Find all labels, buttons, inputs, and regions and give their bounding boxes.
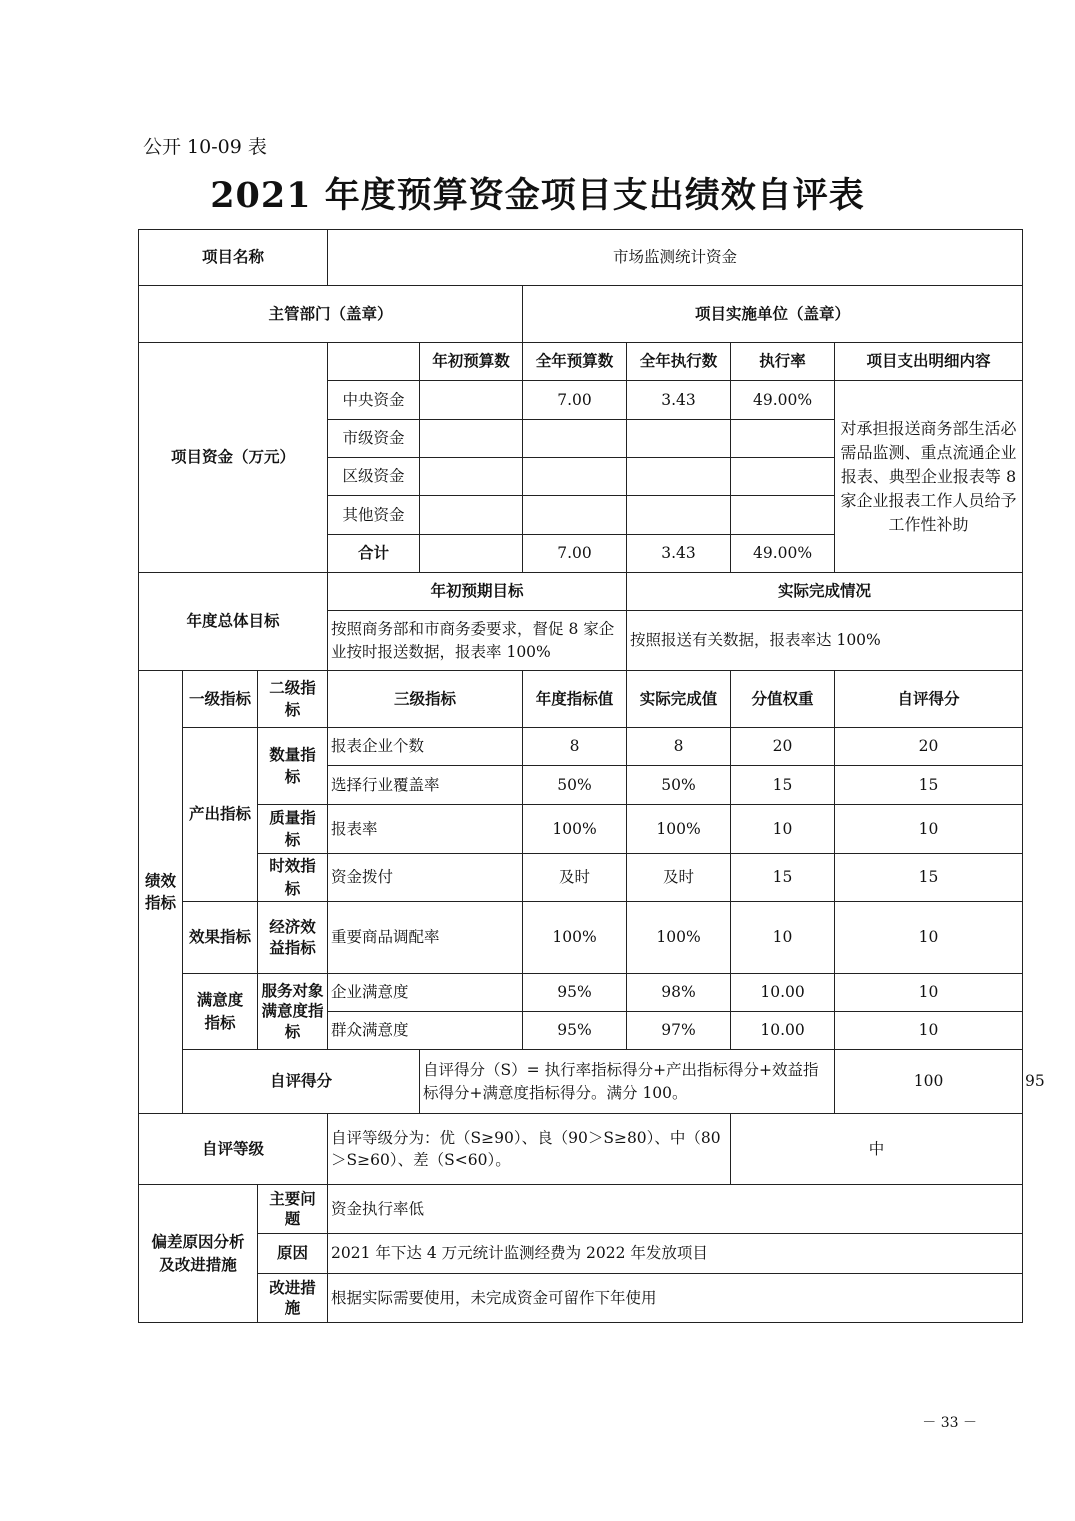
deviation-measure-label: 改进措施: [258, 1274, 328, 1323]
indicator-score: 10: [835, 974, 1023, 1012]
fund-total-name: 合计: [328, 535, 420, 573]
indicator-weight: 10.00: [731, 1012, 835, 1050]
indicator-name: 企业满意度: [328, 974, 523, 1012]
level2-quality: 质量指标: [258, 805, 328, 854]
indicators-header-level2: 二级指标: [258, 671, 328, 728]
indicators-header-level1: 一级指标: [183, 671, 258, 728]
self-grade-label: 自评等级: [139, 1114, 328, 1185]
indicator-target: 95%: [523, 1012, 627, 1050]
implementer-label: 项目实施单位（盖章）: [523, 286, 1023, 343]
project-name-value: 市场监测统计资金: [328, 230, 1023, 286]
indicators-section-label: 绩效指标: [139, 671, 183, 1114]
goals-expected: 按照商务部和市商务委要求，督促 8 家企业按时报送数据，报表率 100%: [328, 611, 627, 671]
indicator-target: 50%: [523, 766, 627, 805]
deviation-reason-label: 原因: [258, 1234, 328, 1274]
fund-executed: [627, 496, 731, 535]
deviation-problem: 资金执行率低: [328, 1185, 1023, 1234]
goals-actual-header: 实际完成情况: [627, 573, 1023, 611]
indicator-score: 15: [835, 854, 1023, 902]
indicator-score: 10: [835, 805, 1023, 854]
self-grade-desc: 自评等级分为：优（S≥90）、良（90＞S≥80）、中（80＞S≥60）、差（S<60）。: [328, 1114, 731, 1185]
funds-detail: 对承担报送商务部生活必需品监测、重点流通企业报表、典型企业报表等 8 家企业报表工作人员给予工作性补助: [835, 381, 1023, 573]
indicator-row: [139, 805, 1023, 854]
self-score-row: 自评得分 自评得分（S）= 执行率指标得分+产出指标得分+效益指标得分+满意度指标得分。满分 100。 100 95: [139, 1050, 1023, 1114]
project-name-label: 项目名称: [139, 230, 328, 286]
supervisor-dept-label: 主管部门（盖章）: [139, 286, 523, 343]
deviation-reason: 2021 年下达 4 万元统计监测经费为 2022 年发放项目: [328, 1234, 1023, 1274]
indicator-weight: 15: [731, 854, 835, 902]
indicator-actual: 97%: [627, 1012, 731, 1050]
indicator-row: [139, 728, 1023, 766]
funds-header-initial: 年初预算数: [420, 343, 523, 381]
fund-total-annual: 7.00: [523, 535, 627, 573]
goals-label: 年度总体目标: [139, 573, 328, 671]
fund-executed: 3.43: [627, 381, 731, 420]
department-row: [139, 286, 1023, 343]
fund-annual: 7.00: [523, 381, 627, 420]
indicator-actual: 及时: [627, 854, 731, 902]
indicator-name: 选择行业覆盖率: [328, 766, 523, 805]
funds-header-detail: 项目支出明细内容: [835, 343, 1023, 381]
indicators-header-weight: 分值权重: [731, 671, 835, 728]
indicator-row: [139, 854, 1023, 902]
indicator-target: 100%: [523, 902, 627, 974]
indicator-weight: 10: [731, 805, 835, 854]
self-score-full: 100: [835, 1050, 1023, 1114]
indicator-actual: 50%: [627, 766, 731, 805]
goals-expected-header: 年初预期目标: [328, 573, 627, 611]
indicator-weight: 10.00: [731, 974, 835, 1012]
indicator-score: 20: [835, 728, 1023, 766]
indicator-name: 资金拨付: [328, 854, 523, 902]
self-evaluation-table: [138, 229, 1045, 1323]
form-code: 公开 10-09 表: [143, 136, 267, 158]
indicators-header-score: 自评得分: [835, 671, 1023, 728]
indicator-score: 10: [835, 1012, 1023, 1050]
level2-service: 服务对象满意度指标: [258, 974, 328, 1050]
goals-actual: 按照报送有关数据，报表率达 100%: [627, 611, 1023, 671]
indicator-name: 群众满意度: [328, 1012, 523, 1050]
fund-name: 其他资金: [328, 496, 420, 535]
fund-rate: 49.00%: [731, 381, 835, 420]
indicator-actual: 100%: [627, 805, 731, 854]
level2-economic: 经济效益指标: [258, 902, 328, 974]
self-score-label: 自评得分: [183, 1050, 420, 1114]
indicator-weight: 10: [731, 902, 835, 974]
indicator-target: 100%: [523, 805, 627, 854]
fund-executed: [627, 458, 731, 496]
level1-output: 产出指标: [183, 728, 258, 902]
funds-header-blank: [328, 343, 420, 381]
project-name-row: [139, 230, 1023, 286]
indicator-target: 8: [523, 728, 627, 766]
funds-header-annual: 全年预算数: [523, 343, 627, 381]
indicators-header-level3: 三级指标: [328, 671, 523, 728]
level1-effect: 效果指标: [183, 902, 258, 974]
indicator-score: 15: [835, 766, 1023, 805]
deviation-measure: 根据实际需要使用，未完成资金可留作下年使用: [328, 1274, 1023, 1323]
funds-header-rate: 执行率: [731, 343, 835, 381]
indicator-row: [139, 974, 1023, 1012]
indicators-header-actual: 实际完成值: [627, 671, 731, 728]
deviation-row: [139, 1274, 1023, 1323]
fund-executed: [627, 420, 731, 458]
deviation-row: [139, 1234, 1023, 1274]
funds-label: 项目资金（万元）: [139, 343, 328, 573]
fund-total-executed: 3.43: [627, 535, 731, 573]
fund-annual: [523, 420, 627, 458]
fund-total-initial: [420, 535, 523, 573]
indicator-score: 10: [835, 902, 1023, 974]
indicator-name: 重要商品调配率: [328, 902, 523, 974]
self-score-formula: 自评得分（S）= 执行率指标得分+产出指标得分+效益指标得分+满意度指标得分。满分 100。: [420, 1050, 835, 1114]
fund-total-rate: 49.00%: [731, 535, 835, 573]
deviation-problem-label: 主要问题: [258, 1185, 328, 1234]
indicator-weight: 15: [731, 766, 835, 805]
indicator-target: 及时: [523, 854, 627, 902]
fund-name: 区级资金: [328, 458, 420, 496]
level1-satisfaction: 满意度指标: [183, 974, 258, 1050]
deviation-label: 偏差原因分析及改进措施: [139, 1185, 258, 1323]
indicator-weight: 20: [731, 728, 835, 766]
level2-quantity: 数量指标: [258, 728, 328, 805]
fund-annual: [523, 458, 627, 496]
fund-name: 市级资金: [328, 420, 420, 458]
self-grade-value: 中: [731, 1114, 1023, 1185]
indicator-name: 报表企业个数: [328, 728, 523, 766]
fund-initial: [420, 420, 523, 458]
fund-annual: [523, 496, 627, 535]
page-number: － 33 －: [922, 1415, 977, 1431]
fund-initial: [420, 381, 523, 420]
indicators-header-row: [139, 671, 1023, 728]
fund-rate: [731, 496, 835, 535]
fund-initial: [420, 458, 523, 496]
fund-name: 中央资金: [328, 381, 420, 420]
fund-initial: [420, 496, 523, 535]
page-title: 2021 年度预算资金项目支出绩效自评表: [210, 175, 865, 216]
indicator-row: [139, 902, 1023, 974]
fund-rate: [731, 458, 835, 496]
funds-header-row: [139, 343, 1023, 381]
indicator-actual: 8: [627, 728, 731, 766]
deviation-row: [139, 1185, 1023, 1234]
funds-header-executed: 全年执行数: [627, 343, 731, 381]
level2-timeliness: 时效指标: [258, 854, 328, 902]
indicators-header-target: 年度指标值: [523, 671, 627, 728]
indicator-actual: 98%: [627, 974, 731, 1012]
self-grade-row: [139, 1114, 1023, 1185]
indicator-actual: 100%: [627, 902, 731, 974]
fund-rate: [731, 420, 835, 458]
indicator-target: 95%: [523, 974, 627, 1012]
indicator-name: 报表率: [328, 805, 523, 854]
goals-header-row: [139, 573, 1023, 611]
